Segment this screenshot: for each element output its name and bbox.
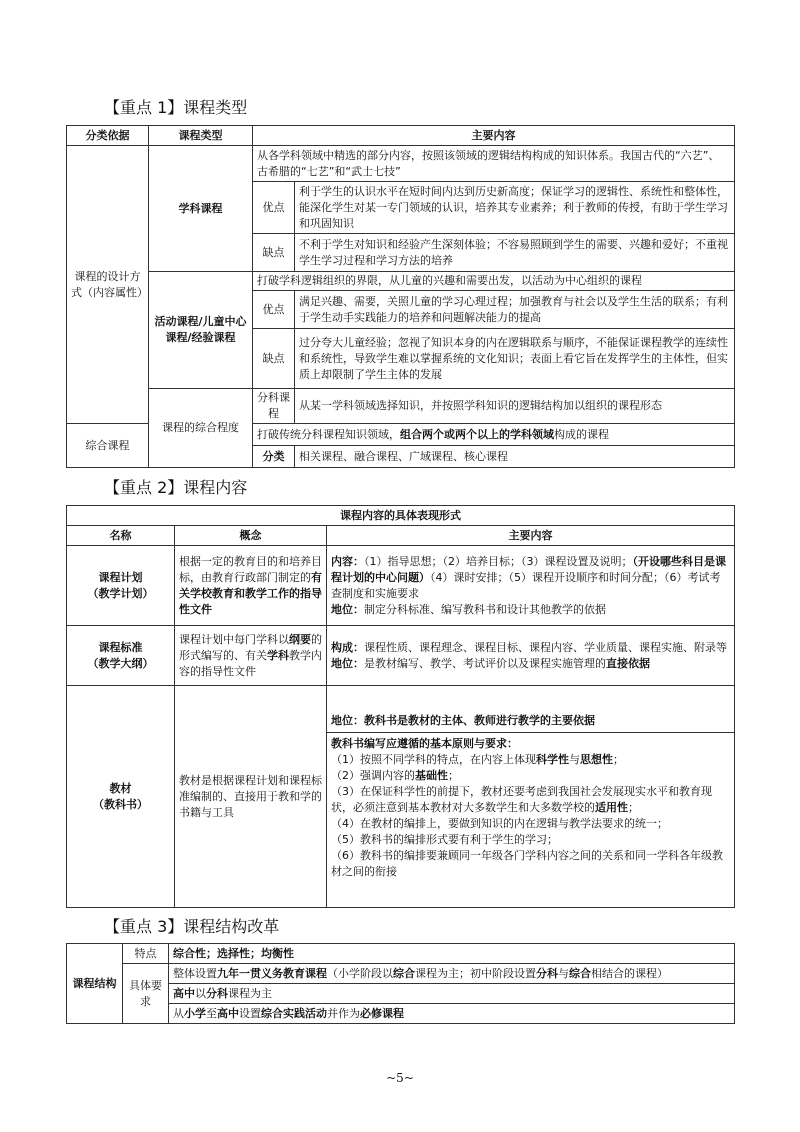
activity-con-text: 过分夸大儿童经验；忽视了知识本身的内在逻辑联系与顺序，不能保证课程教学的连续性和系统性，导致学生难以掌握系统的文化知识；表面上看它旨在发挥学生的主体性，但实质上却限制了学生主体的发展 [295,329,735,389]
requirement-1: 整体设置九年一贯义务教育课程（小学阶段以综合课程为主；初中阶段设置分科与综合相结合的课程） [169,964,735,984]
integrated-course-type: 综合课程 [67,424,149,468]
header-name: 名称 [67,526,175,546]
section3-heading: 【重点 3】课程结构改革 [104,917,280,936]
principles-title: 教科书编写应遵循的基本原则与要求： [331,737,518,750]
plan-content: 内容：（1）指导思想；（2）培养目标；（3）课程设置及说明；（开设哪些科目是课程计划的中心问题）（4）课时安排；（5）课程开设顺序和时间分配；（6）考试考查制度和实施要求 地位：制定分科标准、编写教科书和设计其他教学的依据 [327,546,735,626]
course-types-table [66,125,735,468]
section1-heading: 【重点 1】课程类型 [104,98,248,117]
activity-pro-text: 满足兴趣、需要，关照儿童的学习心理过程；加强教育与社会以及学生生活的联系；有利于学生动手实践能力的培养和问题解决能力的提高 [295,291,735,329]
standard-name: 课程标准 （教学大纲） [67,626,175,686]
header-main-content: 主要内容 [327,526,735,546]
requirements-label: 具体要求 [123,964,169,1024]
feature-value: 综合性；选择性；均衡性 [169,944,735,964]
integrated-class-value: 相关课程、融合课程、广域课程、核心课程 [295,446,735,468]
subject-con-text: 不利于学生对知识和经验产生深刻体验；不容易照顾到学生的需要、兴趣和爱好；不重视学生学习过程和学习方法的培养 [295,234,735,272]
plan-name: 课程计划 （教学计划） [67,546,175,626]
integration-basis-cell: 课程的综合程度 [149,389,253,468]
integrated-class-label: 分类 [253,446,295,468]
activity-course-type: 活动课程/儿童中心课程/经验课程 [149,272,253,389]
subject-course-desc: 从各学科领域中精选的部分内容，按照该领域的逻辑结构构成的知识体系。我国古代的“六艺”、古希腊的“七艺”和“武士七技” [253,146,735,182]
header-concept: 概念 [175,526,327,546]
requirement-2: 高中以分科课程为主 [169,984,735,1004]
table-title: 课程内容的具体表现形式 [67,506,735,526]
header-basis: 分类依据 [67,126,149,146]
textbook-concept: 教材是根据课程计划和课程标准编制的、直接用于教和学的书籍与工具 [175,686,327,908]
standard-content: 构成：课程性质、课程理念、课程目标、课程内容、学业质量、课程实施、附录等 地位：是教材编写、教学、考试评价以及课程实施管理的直接依据 [327,626,735,686]
integrated-course-desc: 打破传统分科课程知识领域，组合两个或两个以上的学科领域构成的课程 [253,424,735,446]
textbook-name: 教材 （教科书） [67,686,175,908]
subject-con-label: 缺点 [253,234,295,272]
textbook-content: 地位：教科书是教材的主体、教师进行教学的主要依据 教科书编写应遵循的基本原则与要求： （1）按照不同学科的特点，在内容上体现科学性与思想性； （2）强调内容的基础性； （3）在保证科学性的前提下，教材还要考虑到我国社会发展现实水平和教育现状，必须注意到基本教材对大多数学生和大多数学校的适用性； （4）在教材的编排上，要做到知识的内在逻辑与教学法要求的统一； （5）教科书的编排形式要有利于学生的学习； （6）教科书的编排要兼顾同一年级各门学科内容之间的关系和同一学科各年级教材之间的衔接 [327,686,735,908]
design-basis-cell: 课程的设计方式（内容属性） [67,146,149,424]
requirement-3: 从小学至高中设置综合实践活动并作为必修课程 [169,1004,735,1024]
course-content-table [66,505,735,908]
page-number: ~5~ [386,1071,414,1085]
subject-course-type: 学科课程 [149,146,253,272]
plan-concept: 根据一定的教育目的和培养目标，由教育行政部门制定的有关学校教育和教学工作的指导性文件 [175,546,327,626]
header-type: 课程类型 [149,126,253,146]
section2-heading: 【重点 2】课程内容 [104,478,248,497]
discipline-course-desc: 从某一学科领域选择知识，并按照学科知识的逻辑结构加以组织的课程形态 [295,389,735,424]
discipline-course-type: 分科课程 [253,389,295,424]
activity-con-label: 缺点 [253,329,295,389]
activity-course-desc: 打破学科逻辑组织的界限，从儿童的兴趣和需要出发，以活动为中心组织的课程 [253,272,735,291]
subject-pro-label: 优点 [253,182,295,234]
standard-concept: 课程计划中每门学科以纲要的形式编写的、有关学科教学内容的指导性文件 [175,626,327,686]
subject-pro-text: 利于学生的认识水平在短时间内达到历史新高度；保证学习的逻辑性、系统性和整体性，能深化学生对某一专门领域的认识，培养其专业素养；利于教师的传授，有助于学生学习和巩固知识 [295,182,735,234]
structure-name: 课程结构 [67,944,123,1024]
header-content: 主要内容 [253,126,735,146]
feature-label: 特点 [123,944,169,964]
course-structure-table [66,943,735,1024]
activity-pro-label: 优点 [253,291,295,329]
